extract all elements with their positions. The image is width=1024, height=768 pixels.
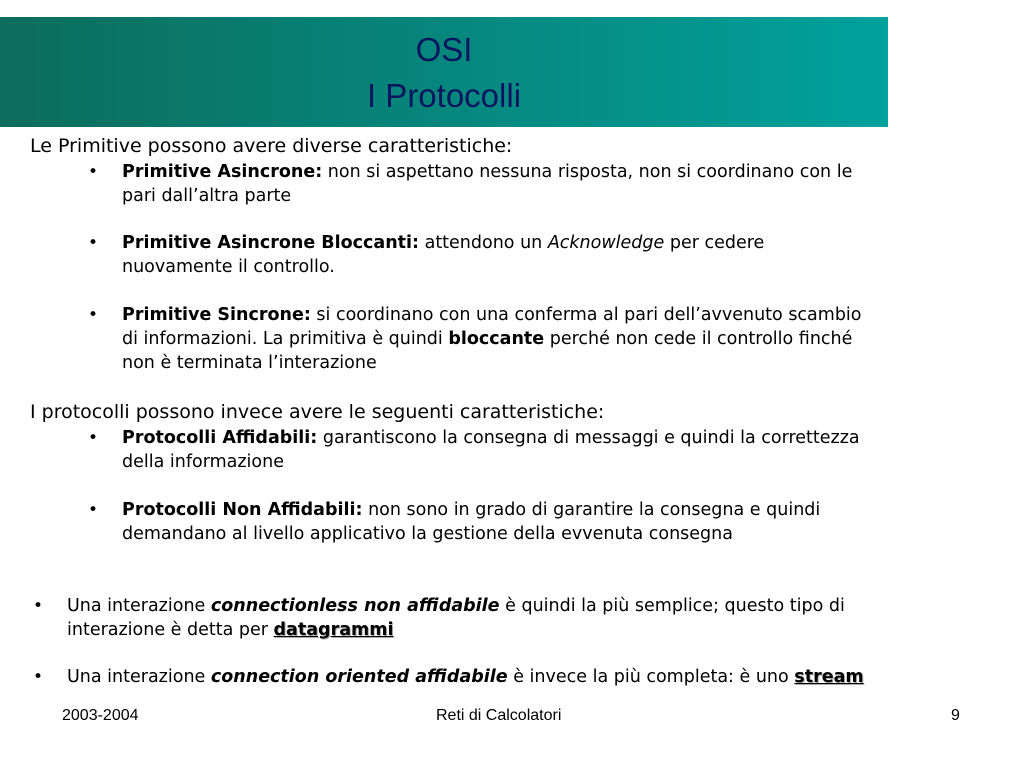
protocolli-affidabili: Protocolli Affidabili: garantiscono la consegna di messaggi e quindi la correttezza: [122, 428, 860, 448]
protocolli-non-affidabili: Protocolli Non Affidabili: non sono in grado di garantire la consegna e quindi: [122, 500, 821, 520]
title-banner: [0, 17, 888, 127]
bullet-icon: •: [88, 305, 99, 325]
bullet-icon: •: [33, 667, 44, 687]
primitive-asincrone-cont: pari dall’altra parte: [122, 186, 292, 206]
bullet-icon: •: [88, 162, 99, 182]
slide-subtitle: I Protocolli: [366, 77, 522, 114]
protocols-intro: I protocolli possono invece avere le seguenti caratteristiche:: [30, 401, 605, 423]
footer-year: 2003-2004: [62, 707, 139, 724]
primitive-sincrone-cont: di informazioni. La primitiva è quindi bloccante perché non cede il controllo finché: [122, 329, 853, 349]
primitive-bloccanti-cont: nuovamente il controllo.: [122, 257, 335, 277]
protocolli-affidabili-cont: della informazione: [122, 452, 284, 472]
slide-title: OSI: [415, 31, 473, 68]
bullet-icon: •: [33, 596, 44, 616]
footer-course: Reti di Calcolatori: [436, 707, 562, 724]
primitives-intro: Le Primitive possono avere diverse caratteristiche:: [30, 135, 513, 157]
interazione-connection-oriented: Una interazione connection oriented affidabile è invece la più completa: è uno stream: [67, 667, 864, 687]
bullet-icon: •: [88, 500, 99, 520]
bullet-icon: •: [88, 233, 99, 253]
primitive-sincrone-cont2: non è terminata l’interazione: [122, 353, 377, 373]
datagrammi-link[interactable]: datagrammi: [273, 620, 394, 640]
primitive-asincrone: Primitive Asincrone: non si aspettano nessuna risposta, non si coordinano con le: [122, 162, 853, 182]
primitive-bloccanti: Primitive Asincrone Bloccanti: attendono un Acknowledge per cedere: [122, 233, 765, 253]
interazione-connectionless-cont: interazione è detta per datagrammi: [67, 620, 394, 640]
stream-link[interactable]: stream: [794, 667, 864, 687]
interazione-connectionless: Una interazione connectionless non affidabile è quindi la più semplice; questo tipo di: [67, 596, 845, 616]
bullet-icon: •: [88, 428, 99, 448]
protocolli-non-affidabili-cont: demandano al livello applicativo la gestione della evvenuta consegna: [122, 524, 733, 544]
footer-page-number: 9: [951, 707, 960, 724]
primitive-sincrone: Primitive Sincrone: si coordinano con una conferma al pari dell’avvenuto scambio: [122, 305, 862, 325]
